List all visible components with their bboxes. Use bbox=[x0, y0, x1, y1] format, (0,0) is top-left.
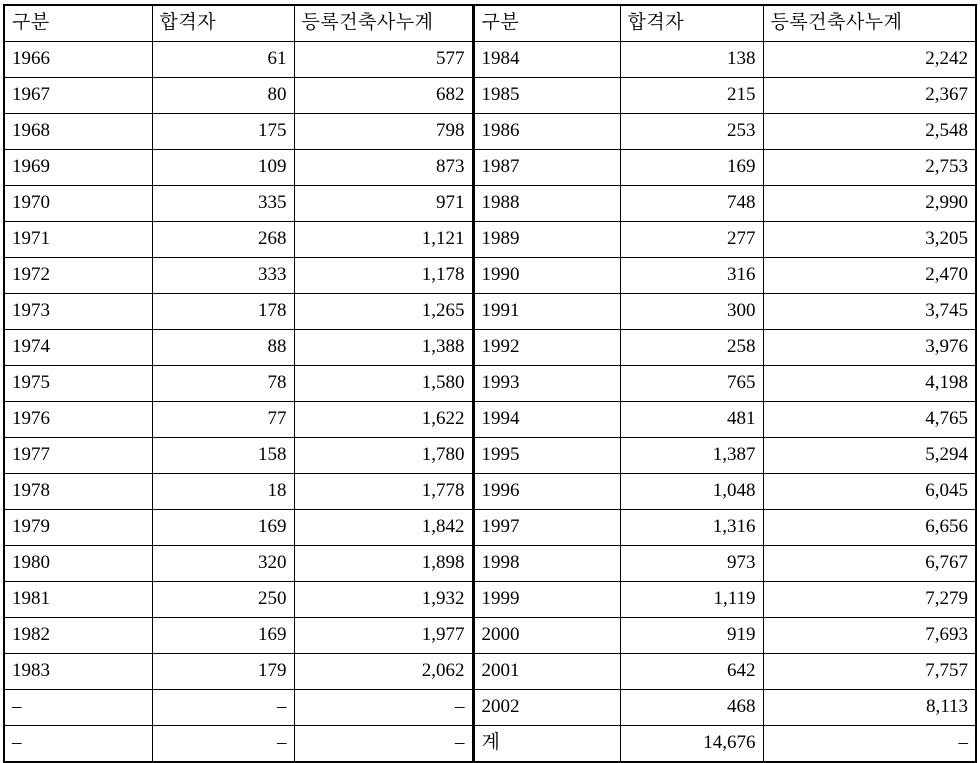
cell-passers-left: – bbox=[152, 690, 294, 726]
cell-year-left: 1966 bbox=[4, 42, 152, 78]
table-header bbox=[4, 5, 976, 42]
cell-year-right: 1991 bbox=[473, 294, 620, 330]
cell-year-left: 1968 bbox=[4, 114, 152, 150]
cell-passers-left: 175 bbox=[152, 114, 294, 150]
cell-passers-left: 109 bbox=[152, 150, 294, 186]
cell-passers-right: 1,048 bbox=[620, 474, 763, 510]
cell-year-right: 1985 bbox=[473, 78, 620, 114]
column-header-passers-left: 합격자 bbox=[152, 5, 294, 42]
cell-passers-right: 316 bbox=[620, 258, 763, 294]
table-row bbox=[4, 438, 976, 474]
table-row bbox=[4, 78, 976, 114]
cell-cumulative-left: 1,580 bbox=[294, 366, 473, 402]
cell-year-right: 2001 bbox=[473, 654, 620, 690]
cell-cumulative-left: 1,178 bbox=[294, 258, 473, 294]
cell-cumulative-right: 2,548 bbox=[763, 114, 976, 150]
cell-cumulative-left: 1,932 bbox=[294, 582, 473, 618]
cell-passers-left: 333 bbox=[152, 258, 294, 294]
cell-cumulative-left: 1,780 bbox=[294, 438, 473, 474]
cell-year-right: 1999 bbox=[473, 582, 620, 618]
cell-passers-left: – bbox=[152, 726, 294, 763]
cell-cumulative-right: 2,470 bbox=[763, 258, 976, 294]
table-row bbox=[4, 366, 976, 402]
cell-cumulative-right: 2,242 bbox=[763, 42, 976, 78]
cell-year-right: 1996 bbox=[473, 474, 620, 510]
cell-cumulative-right: 3,976 bbox=[763, 330, 976, 366]
cell-cumulative-right: 7,757 bbox=[763, 654, 976, 690]
cell-year-right: 1997 bbox=[473, 510, 620, 546]
cell-passers-right: 1,316 bbox=[620, 510, 763, 546]
cell-passers-right: 258 bbox=[620, 330, 763, 366]
cell-passers-right: 1,119 bbox=[620, 582, 763, 618]
cell-year-left: 1974 bbox=[4, 330, 152, 366]
cell-passers-right: 468 bbox=[620, 690, 763, 726]
table-row bbox=[4, 510, 976, 546]
cell-passers-right: 277 bbox=[620, 222, 763, 258]
cell-cumulative-right: 3,745 bbox=[763, 294, 976, 330]
cell-year-right: 1990 bbox=[473, 258, 620, 294]
table-row bbox=[4, 546, 976, 582]
cell-cumulative-left: 1,898 bbox=[294, 546, 473, 582]
cell-cumulative-left: – bbox=[294, 726, 473, 763]
cell-year-left: 1982 bbox=[4, 618, 152, 654]
cell-cumulative-left: 682 bbox=[294, 78, 473, 114]
cell-year-left: 1976 bbox=[4, 402, 152, 438]
cell-cumulative-right: 6,767 bbox=[763, 546, 976, 582]
cell-cumulative-left: 577 bbox=[294, 42, 473, 78]
cell-cumulative-left: 1,977 bbox=[294, 618, 473, 654]
cell-cumulative-right: 4,765 bbox=[763, 402, 976, 438]
cell-cumulative-left: 1,265 bbox=[294, 294, 473, 330]
table-row bbox=[4, 618, 976, 654]
cell-cumulative-right: 8,113 bbox=[763, 690, 976, 726]
cell-cumulative-right: 4,198 bbox=[763, 366, 976, 402]
cell-passers-left: 158 bbox=[152, 438, 294, 474]
cell-passers-right: 642 bbox=[620, 654, 763, 690]
cell-passers-right: 138 bbox=[620, 42, 763, 78]
table-row bbox=[4, 402, 976, 438]
cell-year-left: 1973 bbox=[4, 294, 152, 330]
table-row bbox=[4, 42, 976, 78]
table-header-row bbox=[4, 5, 976, 42]
cell-cumulative-left: 971 bbox=[294, 186, 473, 222]
table-row bbox=[4, 150, 976, 186]
column-header-year-right: 구분 bbox=[473, 5, 620, 42]
cell-passers-left: 78 bbox=[152, 366, 294, 402]
cell-cumulative-right: 2,367 bbox=[763, 78, 976, 114]
cell-cumulative-left: 798 bbox=[294, 114, 473, 150]
cell-year-right: 2000 bbox=[473, 618, 620, 654]
table-row bbox=[4, 114, 976, 150]
cell-year-right: 1994 bbox=[473, 402, 620, 438]
cell-passers-right: 14,676 bbox=[620, 726, 763, 763]
cell-year-right: 1988 bbox=[473, 186, 620, 222]
cell-passers-right: 215 bbox=[620, 78, 763, 114]
cell-year-right: 1984 bbox=[473, 42, 620, 78]
cell-cumulative-left: 1,388 bbox=[294, 330, 473, 366]
cell-passers-right: 253 bbox=[620, 114, 763, 150]
cell-cumulative-left: 873 bbox=[294, 150, 473, 186]
cell-year-left: 1977 bbox=[4, 438, 152, 474]
cell-cumulative-right: 6,656 bbox=[763, 510, 976, 546]
table-body bbox=[4, 42, 976, 763]
cell-passers-right: 300 bbox=[620, 294, 763, 330]
cell-year-right: 1998 bbox=[473, 546, 620, 582]
cell-year-right: 1993 bbox=[473, 366, 620, 402]
cell-passers-right: 1,387 bbox=[620, 438, 763, 474]
column-header-year-left: 구분 bbox=[4, 5, 152, 42]
cell-passers-left: 335 bbox=[152, 186, 294, 222]
cell-year-left: 1980 bbox=[4, 546, 152, 582]
cell-year-right: 1987 bbox=[473, 150, 620, 186]
cell-year-left: 1967 bbox=[4, 78, 152, 114]
cell-cumulative-right: – bbox=[763, 726, 976, 763]
cell-cumulative-right: 2,990 bbox=[763, 186, 976, 222]
table-row bbox=[4, 654, 976, 690]
cell-passers-right: 748 bbox=[620, 186, 763, 222]
cell-passers-left: 268 bbox=[152, 222, 294, 258]
cell-passers-right: 919 bbox=[620, 618, 763, 654]
architect-registration-table bbox=[3, 4, 977, 763]
cell-cumulative-left: 1,121 bbox=[294, 222, 473, 258]
cell-passers-left: 178 bbox=[152, 294, 294, 330]
table-row bbox=[4, 330, 976, 366]
cell-passers-right: 973 bbox=[620, 546, 763, 582]
column-header-passers-right: 합격자 bbox=[620, 5, 763, 42]
table-row bbox=[4, 690, 976, 726]
cell-cumulative-left: 1,778 bbox=[294, 474, 473, 510]
cell-year-right: 2002 bbox=[473, 690, 620, 726]
cell-cumulative-right: 3,205 bbox=[763, 222, 976, 258]
table-row bbox=[4, 474, 976, 510]
table-row bbox=[4, 222, 976, 258]
table-row bbox=[4, 258, 976, 294]
cell-passers-left: 88 bbox=[152, 330, 294, 366]
table-container bbox=[0, 4, 980, 753]
column-header-cumulative-left: 등록건축사누계 bbox=[294, 5, 473, 42]
cell-cumulative-left: 2,062 bbox=[294, 654, 473, 690]
cell-passers-left: 250 bbox=[152, 582, 294, 618]
cell-year-left: 1972 bbox=[4, 258, 152, 294]
cell-cumulative-left: – bbox=[294, 690, 473, 726]
table-row bbox=[4, 726, 976, 763]
cell-passers-left: 80 bbox=[152, 78, 294, 114]
cell-year-right: 1989 bbox=[473, 222, 620, 258]
cell-year-left: – bbox=[4, 726, 152, 763]
cell-passers-right: 481 bbox=[620, 402, 763, 438]
cell-year-left: 1970 bbox=[4, 186, 152, 222]
cell-cumulative-right: 2,753 bbox=[763, 150, 976, 186]
table-row bbox=[4, 294, 976, 330]
cell-passers-left: 169 bbox=[152, 510, 294, 546]
cell-cumulative-left: 1,842 bbox=[294, 510, 473, 546]
cell-year-left: 1969 bbox=[4, 150, 152, 186]
cell-year-left: 1979 bbox=[4, 510, 152, 546]
cell-cumulative-right: 6,045 bbox=[763, 474, 976, 510]
cell-passers-left: 77 bbox=[152, 402, 294, 438]
cell-year-right: 1992 bbox=[473, 330, 620, 366]
cell-year-left: 1978 bbox=[4, 474, 152, 510]
cell-passers-left: 320 bbox=[152, 546, 294, 582]
cell-year-right: 1986 bbox=[473, 114, 620, 150]
table-row bbox=[4, 582, 976, 618]
cell-passers-right: 169 bbox=[620, 150, 763, 186]
cell-cumulative-left: 1,622 bbox=[294, 402, 473, 438]
cell-passers-left: 61 bbox=[152, 42, 294, 78]
cell-cumulative-right: 7,693 bbox=[763, 618, 976, 654]
cell-year-left: 1983 bbox=[4, 654, 152, 690]
table-row bbox=[4, 186, 976, 222]
column-header-cumulative-right: 등록건축사누계 bbox=[763, 5, 976, 42]
cell-passers-right: 765 bbox=[620, 366, 763, 402]
cell-passers-left: 179 bbox=[152, 654, 294, 690]
cell-cumulative-right: 7,279 bbox=[763, 582, 976, 618]
cell-year-right: 1995 bbox=[473, 438, 620, 474]
cell-year-right: 계 bbox=[473, 726, 620, 763]
cell-year-left: 1981 bbox=[4, 582, 152, 618]
cell-year-left: – bbox=[4, 690, 152, 726]
cell-passers-left: 169 bbox=[152, 618, 294, 654]
cell-cumulative-right: 5,294 bbox=[763, 438, 976, 474]
cell-year-left: 1971 bbox=[4, 222, 152, 258]
cell-year-left: 1975 bbox=[4, 366, 152, 402]
cell-passers-left: 18 bbox=[152, 474, 294, 510]
